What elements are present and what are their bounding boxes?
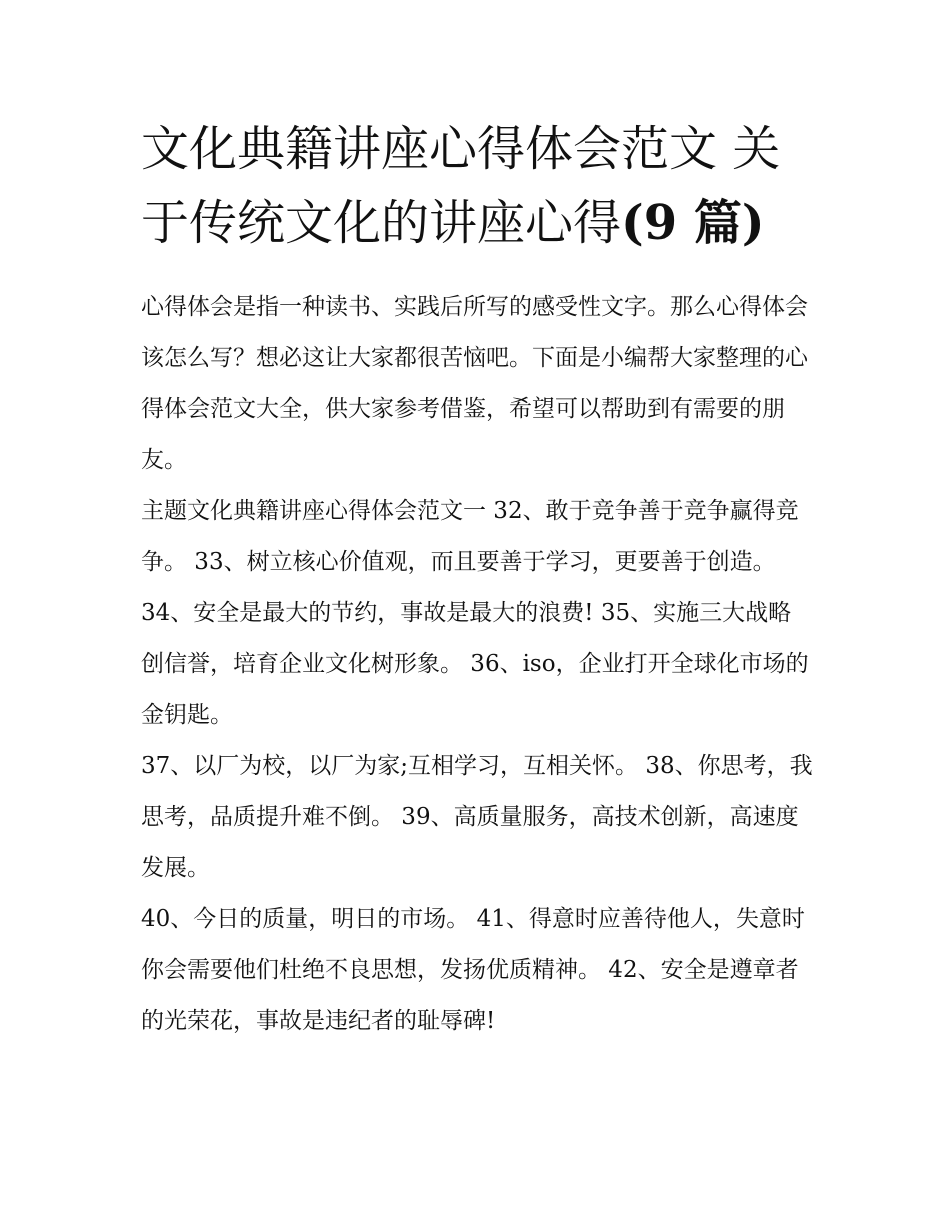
document-page [141, 112, 813, 1047]
document-body [141, 282, 813, 1047]
paragraph-2: 34、安全是最大的节约，事故是最大的浪费! 35、实施三大战略创信誉，培育企业文化树形象。 36、iso，企业打开全球化市场的金钥匙。 [141, 600, 809, 728]
document-title [141, 112, 813, 260]
paragraph-4: 40、今日的质量，明日的市场。 41、得意时应善待他人，失意时你会需要他们杜绝不良思想，发扬优质精神。 42、安全是遵章者的光荣花，事故是违纪者的耻辱碑! [141, 906, 805, 1034]
document-title-main: 文化典籍讲座心得体会范文 关于传统文化的讲座心得 [141, 121, 781, 251]
paragraph-intro: 心得体会是指一种读书、实践后所写的感受性文字。那么心得体会该怎么写？想必这让大家都很苦恼吧。下面是小编帮大家整理的心得体会范文大全，供大家参考借鉴，希望可以帮助到有需要的朋友。 [141, 294, 808, 473]
document-title-count: (9 篇) [621, 195, 765, 251]
paragraph-3: 37、以厂为校，以厂为家;互相学习，互相关怀。 38、你思考，我思考，品质提升难不倒。 39、高质量服务，高技术创新，高速度发展。 [141, 753, 813, 881]
paragraph-1: 主题文化典籍讲座心得体会范文一 32、敢于竞争善于竞争赢得竞争。 33、树立核心价值观，而且要善于学习，更要善于创造。 [141, 498, 799, 575]
